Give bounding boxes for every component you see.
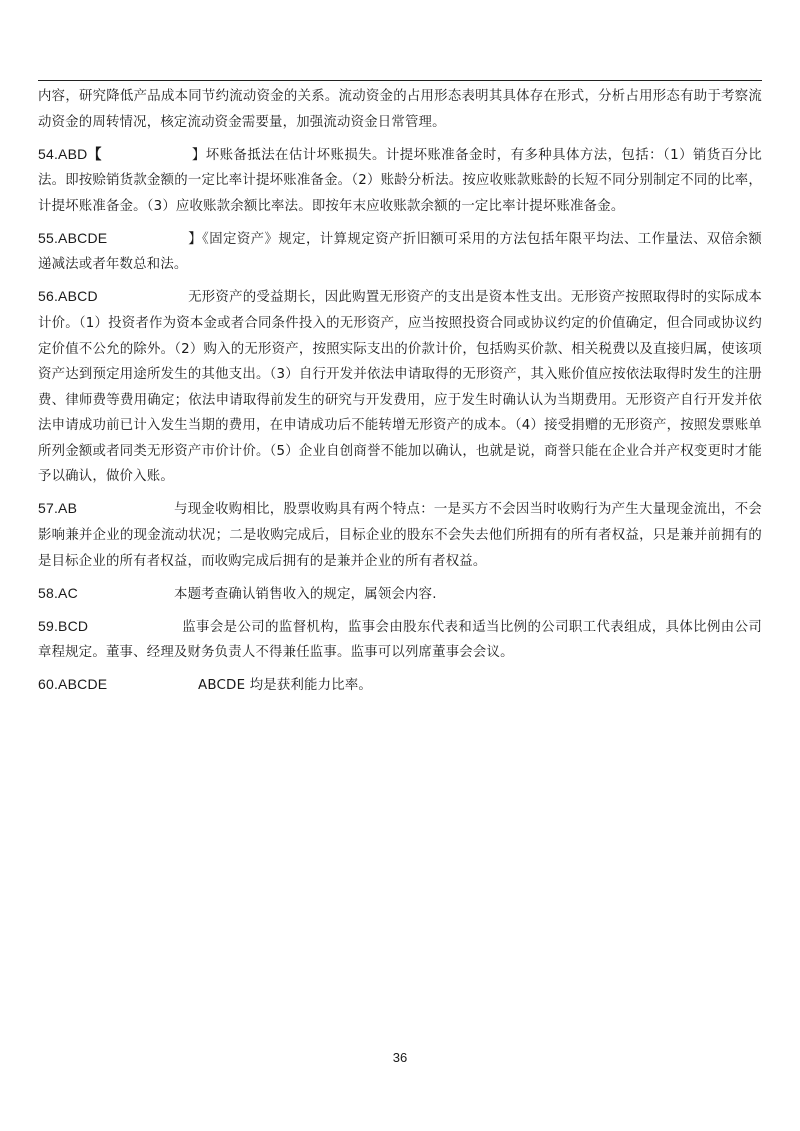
page-number: 36 xyxy=(392,1050,408,1065)
answer-59: 59.BCD 监事会是公司的监督机构，监事会由股东代表和适当比例的公司职工代表组成，具体比例由公司章程规定。董事、经理及财务负责人不得兼任监事。监事可以列席董事会会议。 xyxy=(38,614,762,666)
answer-57: 57.AB 与现金收购相比，股票收购具有两个特点：一是买方不会因当时收购行为产生大量现金流出，不会影响兼并企业的现金流动状况；二是收购完成后，目标企业的股东不会失去他们所拥有的所有者权益，只是兼并前拥有的是目标企业的所有者权益，而收购完成后拥有的是兼并企业的所有者权益。 xyxy=(38,496,762,574)
answer-60: 60.ABCDE ABCDE 均是获利能力比率。 xyxy=(38,672,762,699)
answer-number: 56.ABCD xyxy=(38,288,98,305)
answer-54: 54.ABD【 】坏账备抵法在估计坏账损失。计提坏账准备金时，有多种具体方法，包括：（1）销货百分比法。即按赊销货款金额的一定比率计提坏账准备金。（2）账龄分析法。按应收账款账龄的长短不同分别制定不同的比率，计提坏账准备金。（3）应收账款余额比率法。即按年末应收账款余额的一定比率计提坏账准备金。 xyxy=(38,142,762,220)
answer-number: 58.AC xyxy=(38,584,78,601)
document-body xyxy=(38,84,762,705)
paragraph-continuation: 内容，研究降低产品成本同节约流动资金的关系。流动资金的占用形态表明其具体存在形式，分析占用形态有助于考察流动资金的周转情况，核定流动资金需要量，加强流动资金日常管理。 xyxy=(38,89,762,130)
answer-55: 55.ABCDE 】《固定资产》规定，计算规定资产折旧额可采用的方法包括年限平均法、工作量法、双倍余额递减法或者年数总和法。 xyxy=(38,226,762,278)
answer-number: 57.AB xyxy=(38,500,78,517)
answer-number: 54.ABD【 xyxy=(38,145,102,162)
answer-number: 59.BCD xyxy=(38,617,89,634)
answer-56: 56.ABCD 无形资产的受益期长，因此购置无形资产的支出是资本性支出。无形资产按照取得时的实际成本计价。（1）投资者作为资本金或者合同条件投入的无形资产，应当按照投资合同或协议约定的价值确定，但合同或协议约定价值不公允的除外。（2）购入的无形资产，按照实际支出的价款计价，包括购买价款、相关税费以及直接归属，使该项资产达到预定用途所发生的其他支出。（3）自行开发并依法申请取得的无形资产，其入账价值应按依法取得时发生的注册费、律师费等费用确定；依法申请取得前发生的研究与开发费用，应于发生时确认认为当期费用。无形资产自行开发并依法申请成功前已计入发生当期的费用，在申请成功后不能转增无形资产的成本。（4）接受捐赠的无形资产，按照发票账单所列金额或者同类无形资产市价计价。（5）企业自创商誉不能加以确认，也就是说，商誉只能在企业合并产权变更时才能予以确认，做价入账。 xyxy=(38,284,762,490)
answer-58: 58.AC 本题考查确认销售收入的规定，属领会内容. xyxy=(38,581,762,608)
header-rule xyxy=(38,80,762,81)
answer-number: 60.ABCDE xyxy=(38,676,108,693)
answer-number: 55.ABCDE xyxy=(38,229,108,246)
